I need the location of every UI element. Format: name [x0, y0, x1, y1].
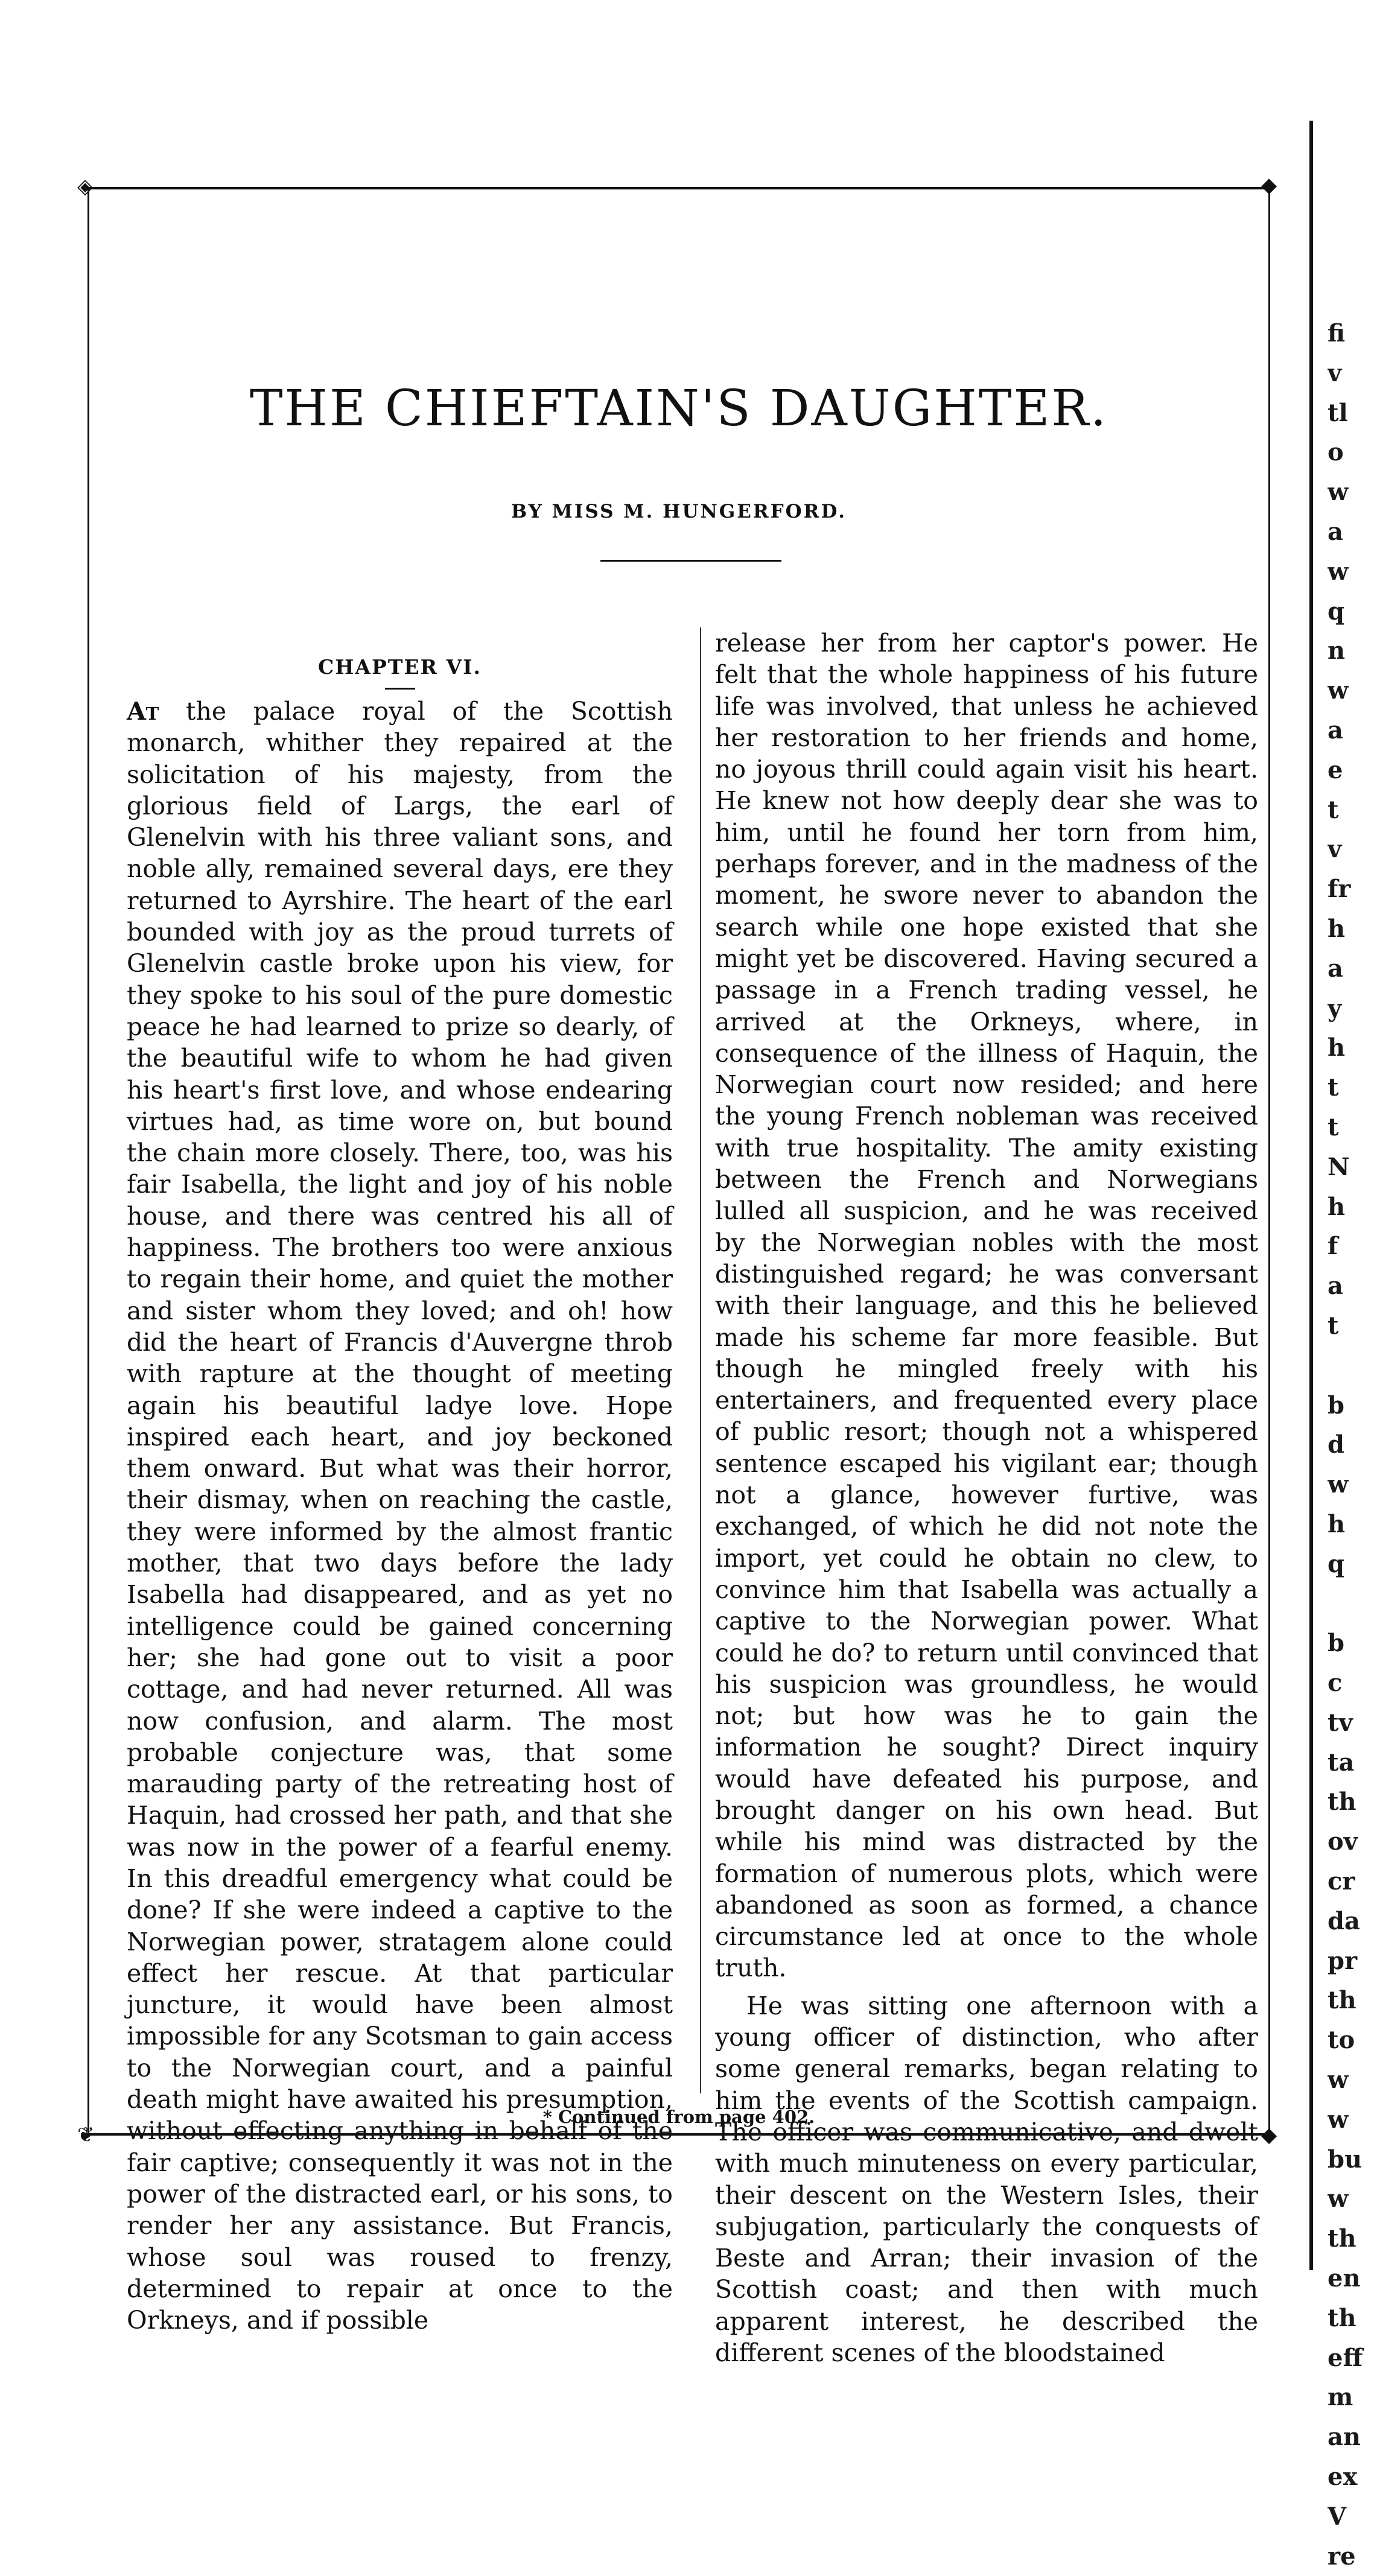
right-paragraph-2: He was sitting one afternoon with a young officer of distinction, who after some general remarks, began relating to him the events of the Scottish campaign. The officer was communicative, and dwelt with much minuteness on every particular, their descent on the Western Isles, their subjugation, particularly the conquests of Beste and Arran; their invasion of the Scottish coast; and then with much apparent interest, he described the different scenes of the bloodstained: [715, 1991, 1258, 2368]
ornament-corner-top-left-icon: ◈: [77, 174, 94, 198]
adjacent-page-text-fragments: fi v tl o w a w q n w a e t v fr h a y h t t N h f a t b d w h q b c tv ta th ov cr da pr th to w w bu w th en th eff m an ex V re: [1328, 319, 1363, 2571]
paragraph-dropcap: At: [127, 697, 159, 726]
ornament-corner-bottom-right-icon: ◆: [1261, 2123, 1277, 2147]
title-divider: [600, 560, 781, 562]
right-paragraph-1: release her from her captor's power. He felt that the whole happiness of his future life was involved, that unless he achieved her restoration to her friends and home, no joyous thrill could again visit his heart. He knew not how deeply dear she was to him, until he found her torn from him, perhaps forever, and in the madness of the moment, he swore never to abandon the search while one hope existed that she might yet be discovered. Having secured a passage in a French trading vessel, he arrived at the Orkneys, where, in consequence of the illness of Haquin, the Norwegian court now resided; and here the young French nobleman was received with true hospitality. The amity existing between the French and Norwegians lulled all suspicion, and he was received by the Norwegian nobles with the most distinguished regard; he was conversant with their language, and this he believed made his scheme far more feasible. But though he mingled freely with his entertainers, and frequented every place of public resort; though not a whispered sentence escaped his vigilant ear; though not a glance, however furtive, was exchanged, of which he did not note the import, yet could he obtain no clew, to convince him that Isabella was actually a captive to the Norwegian power. What could he do? to return until convinced that his suspicion was groundless, he would not; but how was he to gain the information he sought? Direct inquiry would have defeated his purpose, and brought danger on his own head. But while his mind was distracted by the formation of numerous plots, which were abandoned as soon as formed, a chance circumstance led at once to the whole truth.: [715, 629, 1258, 1983]
left-paragraph-text: the palace royal of the Scottish monarch, whither they repaired at the solicitation of his majesty, from the glorious field of Largs, the earl of Glenelvin with his three valiant sons, and noble ally, remained several days, ere they returned to Ayrshire. The heart of the earl bounded with joy as the proud turrets of Glenelvin castle broke upon his view, for they spoke to his soul of the pure domestic peace he had learned to prize so dearly, of the beautiful wife to whom he had given his heart's first love, and whose endearing virtues had, as time wore on, but bound the chain more closely. There, too, was his fair Isabella, the light and joy of his noble house, and there was centred his all of happiness. The brothers too were anxious to regain their home, and quiet the mother and sister whom they loved; and oh! how did the heart of Francis d'Auvergne throb with rapture at the thought of meeting again his beautiful ladye love. Hope inspired each heart, and joy beckoned them onward. But what was their horror, their dismay, when on reaching the castle, they were informed by the almost frantic mother, that two days before the lady Isabella had disappeared, and as yet no intelligence could be gained concerning her; she had gone out to visit a poor cottage, and had never returned. All was now confusion, and alarm. The most probable conjecture was, that some marauding party of the retreating host of Haquin, had crossed her path, and that she was now in the power of a fearful enemy. In this dreadful emergency what could be done? If she were indeed a captive to the Norwegian power, stratagem alone could effect her rescue. At that particular juncture, it would have been almost impossible for any Scotsman to gain access to the Norwegian court, and a painful death might have awaited his presumption, without effecting anything in behalf of the fair captive; consequently it was not in the power of the distracted earl, or his sons, to render her any assistance. But Francis, whose soul was roused to frenzy, determined to repair at once to the Orkneys, and if possible: [127, 697, 673, 2335]
ornament-corner-top-right-icon: ◆: [1261, 173, 1277, 197]
chapter-heading: CHAPTER VI.: [317, 655, 482, 679]
column-divider: [700, 627, 701, 2093]
continuation-footnote: * Continued from page 402.: [542, 2107, 815, 2127]
left-paragraph: [127, 696, 673, 2336]
left-column: [127, 652, 673, 2336]
article-byline: BY MISS M. HUNGERFORD.: [510, 501, 847, 522]
chapter-dash: [385, 688, 415, 690]
article-title: THE CHIEFTAIN'S DAUGHTER.: [249, 380, 1108, 437]
adjacent-page-edge: [1309, 121, 1313, 2270]
ornament-corner-bottom-left-icon: ❦: [77, 2123, 95, 2147]
